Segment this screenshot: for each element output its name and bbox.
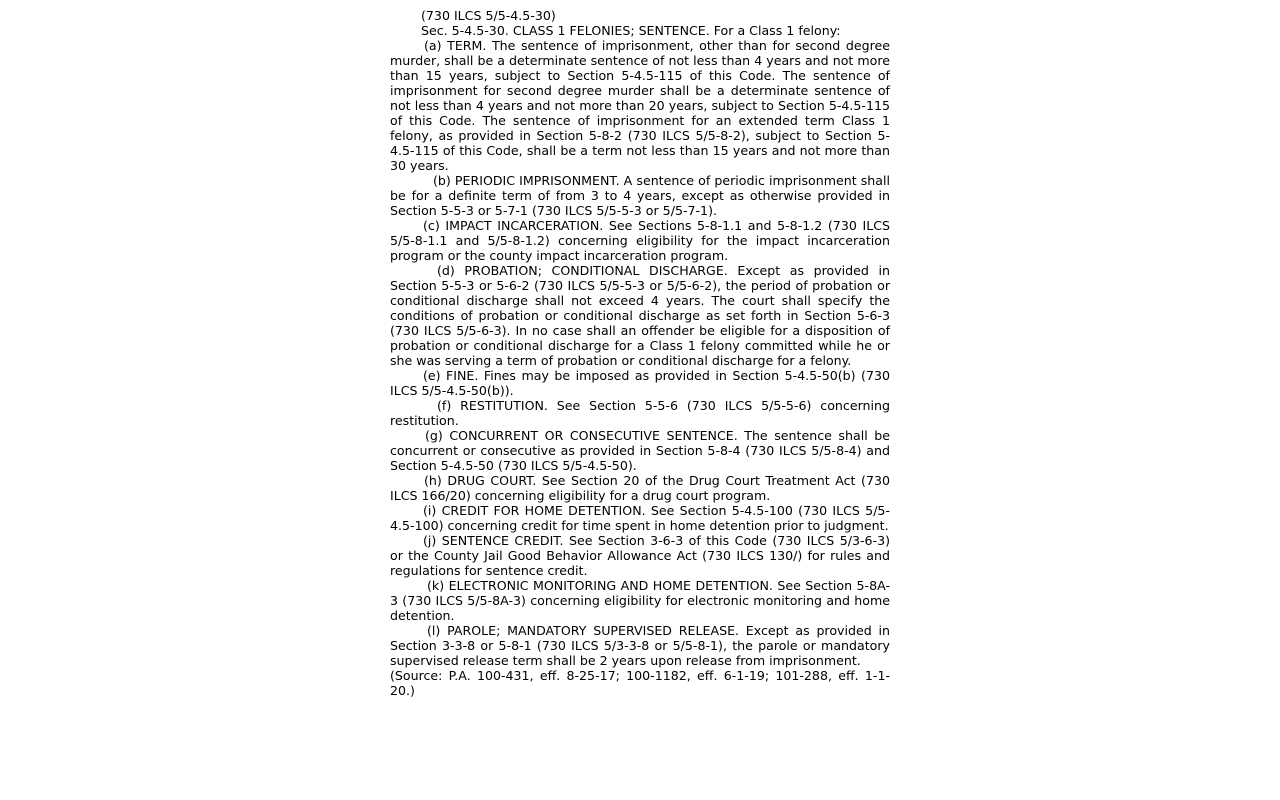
section-heading: Sec. 5-4.5-30. CLASS 1 FELONIES; SENTENCE. For a Class 1 felony:	[421, 23, 841, 38]
paragraph-c-impact-incarceration: (c) IMPACT INCARCERATION. See Sections 5-8-1.1 and 5-8-1.2 (730 ILCS 5/5-8-1.1 and 5/5-8-1.2) concerning eligibility for the impact incarceration program or the county impact incarceration program.	[390, 218, 890, 263]
paragraph-f-restitution: (f) RESTITUTION. See Section 5-5-6 (730 ILCS 5/5-5-6) concerning restitution.	[390, 398, 890, 428]
statute-text	[390, 8, 890, 698]
paragraph-g-concurrent-consecutive: (g) CONCURRENT OR CONSECUTIVE SENTENCE. The sentence shall be concurrent or consecutive as provided in Section 5-8-4 (730 ILCS 5/5-8-4) and Section 5-4.5-50 (730 ILCS 5/5-4.5-50).	[390, 428, 890, 473]
paragraph-b-periodic-imprisonment: (b) PERIODIC IMPRISONMENT. A sentence of periodic imprisonment shall be for a definite term of from 3 to 4 years, except as otherwise provided in Section 5-5-3 or 5-7-1 (730 ILCS 5/5-5-3 or 5/5-7-1).	[390, 173, 890, 218]
source-note: (Source: P.A. 100-431, eff. 8-25-17; 100-1182, eff. 6-1-19; 101-288, eff. 1-1-20.)	[390, 668, 890, 698]
paragraph-j-sentence-credit: (j) SENTENCE CREDIT. See Section 3-6-3 of this Code (730 ILCS 5/3-6-3) or the County Jail Good Behavior Allowance Act (730 ILCS 130/) for rules and regulations for sentence credit.	[390, 533, 890, 578]
paragraph-h-drug-court: (h) DRUG COURT. See Section 20 of the Drug Court Treatment Act (730 ILCS 166/20) concerning eligibility for a drug court program.	[390, 473, 890, 503]
paragraph-e-fine: (e) FINE. Fines may be imposed as provided in Section 5-4.5-50(b) (730 ILCS 5/5-4.5-50(b)).	[390, 368, 890, 398]
paragraph-d-probation: (d) PROBATION; CONDITIONAL DISCHARGE. Except as provided in Section 5-5-3 or 5-6-2 (730 ILCS 5/5-5-3 or 5/5-6-2), the period of probation or conditional discharge shall not exceed 4 years. The court shall specify the conditions of probation or conditional discharge as set forth in Section 5-6-3 (730 ILCS 5/5-6-3). In no case shall an offender be eligible for a disposition of probation or conditional discharge for a Class 1 felony committed while he or she was serving a term of probation or conditional discharge for a felony.	[390, 263, 890, 368]
paragraph-a-term: (a) TERM. The sentence of imprisonment, other than for second degree murder, shall be a determinate sentence of not less than 4 years and not more than 15 years, subject to Section 5-4.5-115 of this Code. The sentence of imprisonment for second degree murder shall be a determinate sentence of not less than 4 years and not more than 20 years, subject to Section 5-4.5-115 of this Code. The sentence of imprisonment for an extended term Class 1 felony, as provided in Section 5-8-2 (730 ILCS 5/5-8-2), subject to Section 5-4.5-115 of this Code, shall be a term not less than 15 years and not more than 30 years.	[390, 38, 890, 173]
statute-citation: (730 ILCS 5/5-4.5-30)	[421, 8, 556, 23]
paragraph-k-electronic-monitoring: (k) ELECTRONIC MONITORING AND HOME DETENTION. See Section 5-8A-3 (730 ILCS 5/5-8A-3) concerning eligibility for electronic monitoring and home detention.	[390, 578, 890, 623]
paragraph-l-parole: (l) PAROLE; MANDATORY SUPERVISED RELEASE. Except as provided in Section 3-3-8 or 5-8-1 (730 ILCS 5/3-3-8 or 5/5-8-1), the parole or mandatory supervised release term shall be 2 years upon release from imprisonment.	[390, 623, 890, 668]
paragraph-i-home-detention-credit: (i) CREDIT FOR HOME DETENTION. See Section 5-4.5-100 (730 ILCS 5/5-4.5-100) concerning credit for time spent in home detention prior to judgment.	[390, 503, 890, 533]
